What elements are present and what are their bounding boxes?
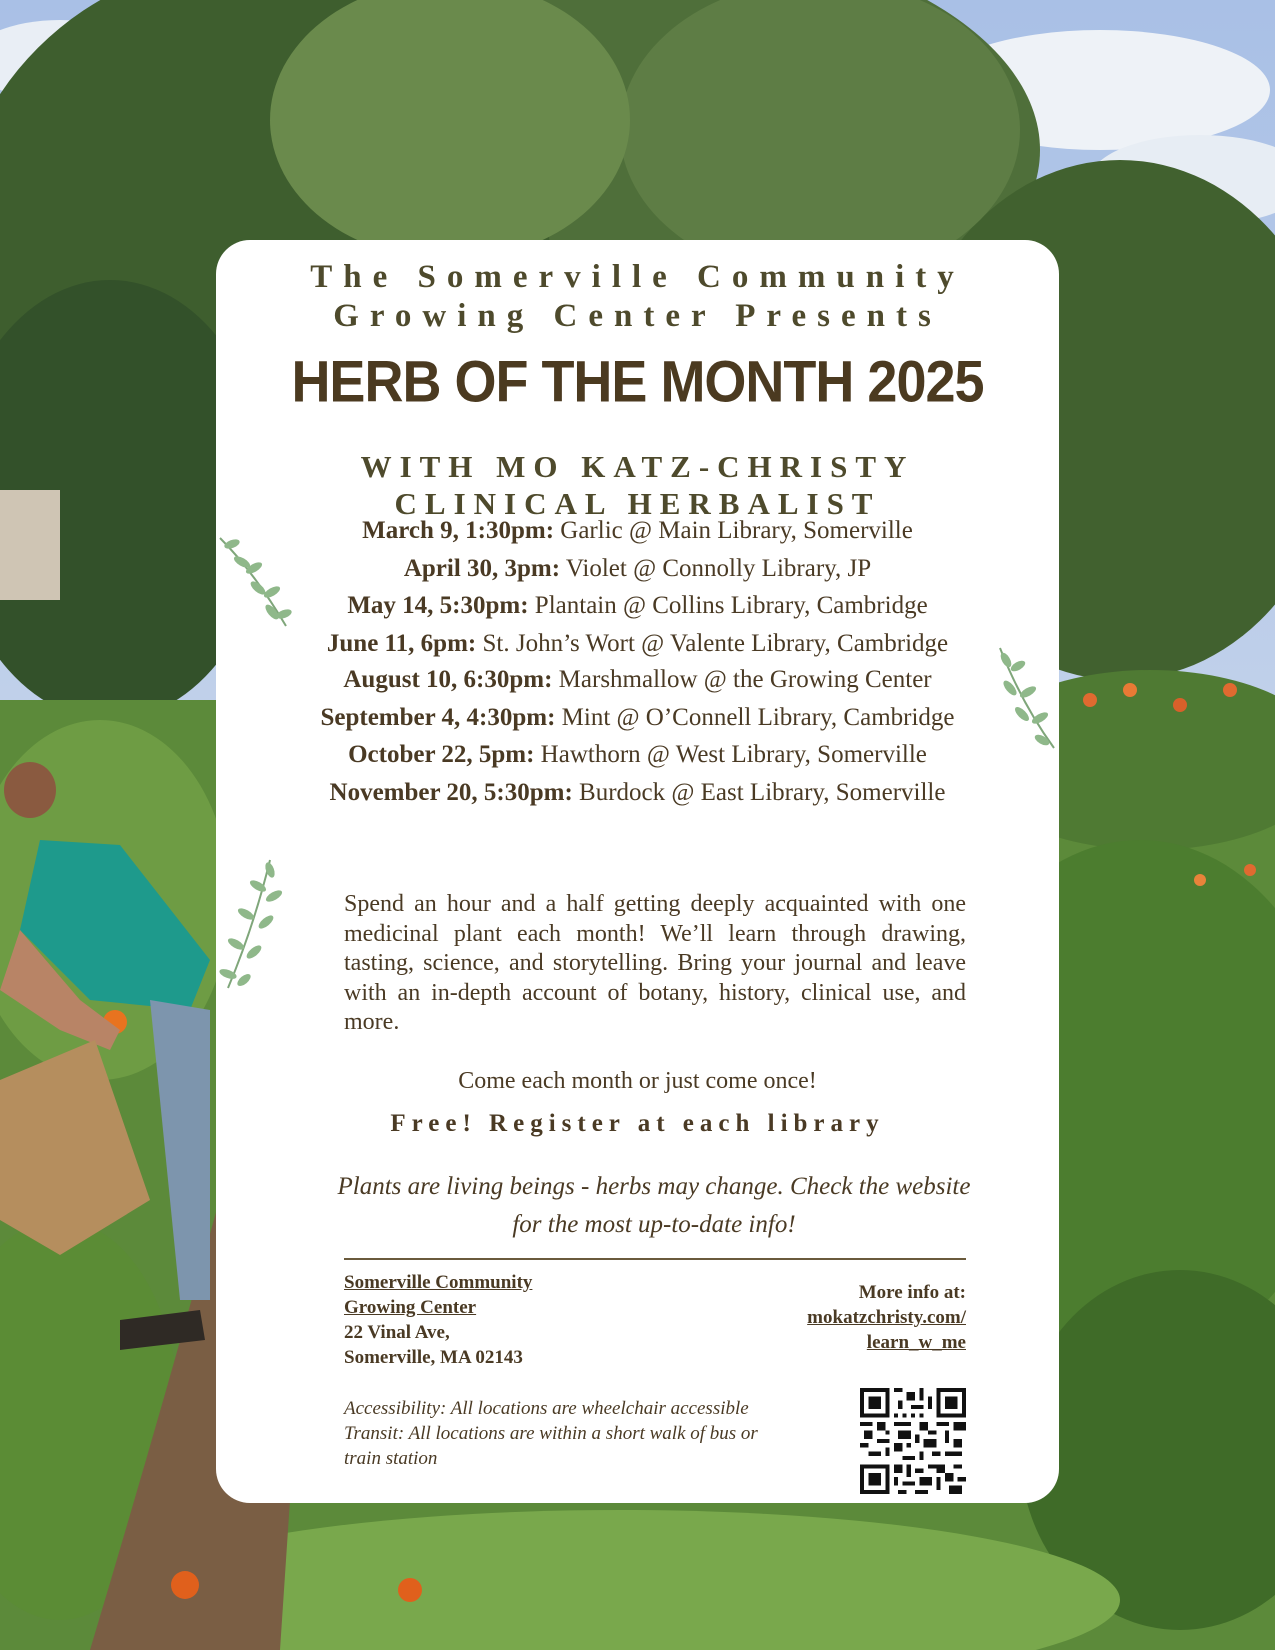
event-row: April 30, 3pm: Violet @ Connolly Library, JP: [403, 554, 872, 582]
come-once-line: Come each month or just come once!: [458, 1068, 817, 1094]
event-row: May 14, 5:30pm: Plantain @ Collins Library, Cambridge: [347, 592, 928, 619]
herbalist-heading: [216, 448, 1059, 522]
disclaimer-note: Plants are living beings - herbs may change. Check the website for the most up-to-date info!: [337, 1173, 971, 1238]
event-row: August 10, 6:30pm: Marshmallow @ the Growing Center: [343, 666, 932, 693]
more-info: [706, 1280, 966, 1355]
presents-line-2: Growing Center Presents: [333, 298, 942, 334]
transit-line: Transit: All locations are within a short walk of bus or train station: [344, 1423, 758, 1469]
venue-name-link[interactable]: Somerville Community Growing Center: [344, 1272, 533, 1318]
event-flyer-card: [216, 240, 1059, 1503]
qr-code-icon[interactable]: [860, 1388, 966, 1494]
flyer-title: HERB OF THE MONTH 2025: [291, 349, 984, 415]
herb-sprig-icon: [214, 856, 284, 992]
event-row: March 9, 1:30pm: Garlic @ Main Library, Somerville: [362, 517, 913, 544]
presents-line-1: The Somerville Community: [310, 259, 965, 295]
herb-sprig-icon: [996, 644, 1060, 754]
accessibility-info: [344, 1396, 764, 1471]
registration-line: Free! Register at each library: [390, 1110, 885, 1137]
herbalist-role: CLINICAL HERBALIST: [394, 486, 881, 521]
event-row: September 4, 4:30pm: Mint @ O’Connell Library, Cambridge: [320, 703, 955, 731]
venue-address: [344, 1270, 644, 1370]
more-info-label: More info at:: [858, 1282, 966, 1303]
accessibility-line: Accessibility: All locations are wheelchair accessible: [344, 1398, 749, 1419]
program-description: Spend an hour and a half getting deeply acquainted with one medicinal plant each month! We’ll learn through drawing, tasting, science, and storytelling. Bring your journal and leave with an in-depth account of botany, history, clinical use, and more.: [344, 891, 966, 1035]
presents-heading: [216, 258, 1059, 336]
schedule-group-2: [216, 661, 1059, 811]
herbalist-name: WITH MO KATZ-CHRISTY: [360, 449, 915, 484]
event-row: June 11, 6pm: St. John’s Wort @ Valente Library, Cambridge: [326, 629, 949, 657]
venue-city: Somerville, MA 02143: [344, 1347, 523, 1368]
website-link[interactable]: mokatzchristy.com/ learn_w_me: [807, 1307, 966, 1353]
divider: [344, 1258, 966, 1260]
event-row: November 20, 5:30pm: Burdock @ East Library, Somerville: [329, 778, 946, 806]
venue-street: 22 Vinal Ave,: [344, 1322, 450, 1343]
schedule-group-1: [216, 512, 1059, 662]
herb-sprig-icon: [214, 532, 294, 632]
event-row: October 22, 5pm: Hawthorn @ West Library, Somerville: [348, 741, 927, 768]
